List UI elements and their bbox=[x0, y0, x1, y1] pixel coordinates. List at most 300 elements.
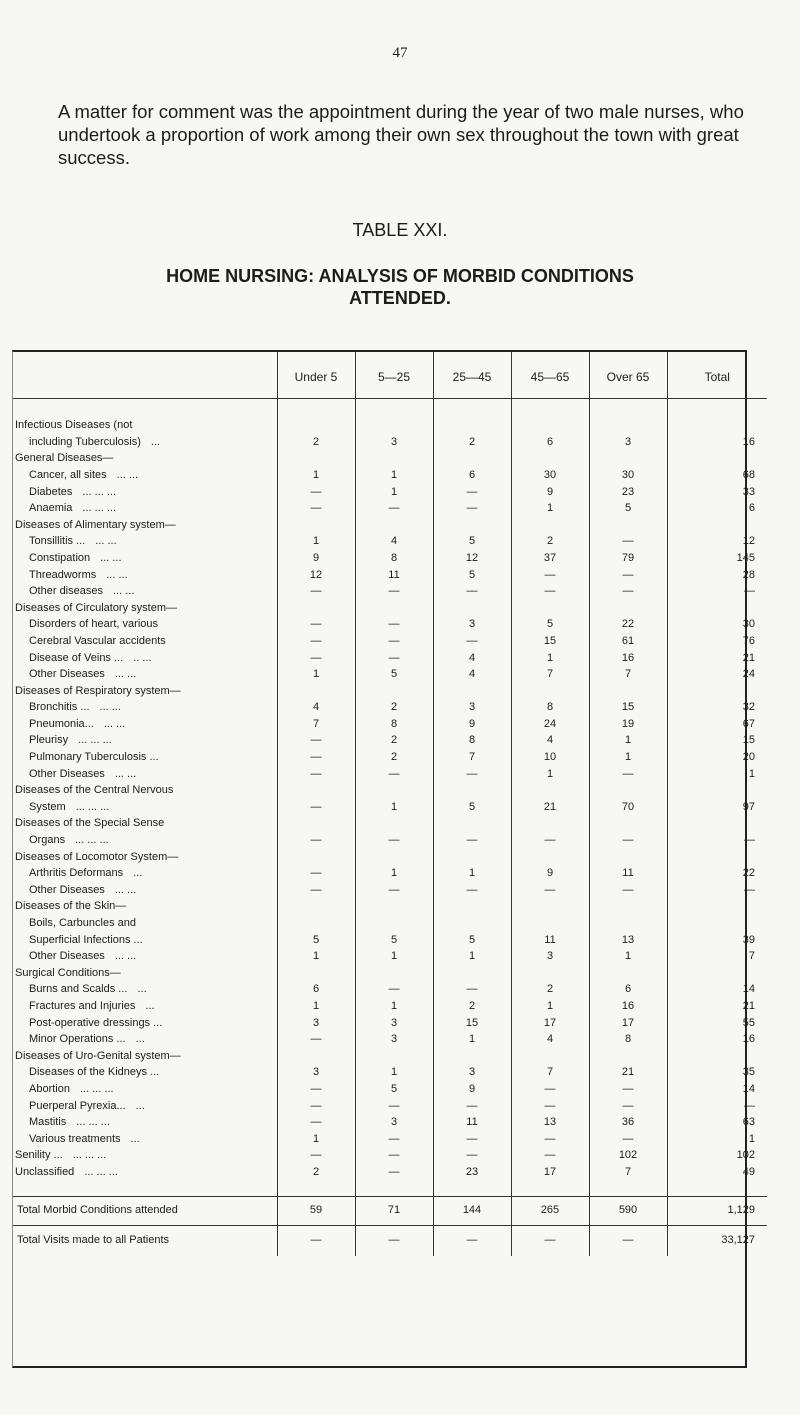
value-cell bbox=[355, 814, 433, 831]
table-row bbox=[13, 1030, 767, 1047]
value-cell: — bbox=[277, 747, 355, 764]
row-label-text: Cerebral Vascular accidents bbox=[29, 634, 166, 647]
row-label-text: Other Diseases bbox=[29, 950, 105, 963]
value-cell: 9 bbox=[433, 1079, 511, 1096]
value-cell: 7 bbox=[511, 1063, 589, 1080]
value-cell bbox=[433, 416, 511, 433]
value-cell: 6 bbox=[589, 980, 667, 997]
table-row bbox=[13, 996, 767, 1013]
value-cell: 102 bbox=[589, 1146, 667, 1163]
value-cell: 1 bbox=[355, 1063, 433, 1080]
column-header: Over 65 bbox=[589, 352, 667, 399]
row-label-text: Other Diseases bbox=[29, 883, 105, 896]
value-cell: 22 bbox=[589, 615, 667, 632]
value-cell: 19 bbox=[589, 714, 667, 731]
row-label bbox=[13, 515, 277, 532]
value-cell: 4 bbox=[277, 698, 355, 715]
value-cell bbox=[511, 781, 589, 798]
table-row bbox=[13, 1129, 767, 1146]
value-cell: 17 bbox=[589, 1013, 667, 1030]
value-cell: — bbox=[277, 648, 355, 665]
row-total-cell: 6 bbox=[667, 499, 767, 516]
value-cell: 10 bbox=[511, 747, 589, 764]
value-cell: 5 bbox=[433, 532, 511, 549]
value-cell: 1 bbox=[277, 996, 355, 1013]
value-cell: — bbox=[277, 830, 355, 847]
value-cell: 3 bbox=[433, 615, 511, 632]
row-total-cell: — bbox=[667, 880, 767, 897]
value-cell bbox=[433, 913, 511, 930]
row-label bbox=[13, 764, 277, 781]
value-cell bbox=[277, 1046, 355, 1063]
value-cell: 3 bbox=[355, 432, 433, 449]
section-heading-row bbox=[13, 598, 767, 615]
row-total-cell: 55 bbox=[667, 1013, 767, 1030]
value-cell: 2 bbox=[433, 996, 511, 1013]
section-heading-row bbox=[13, 781, 767, 798]
leader-dots: ... bbox=[137, 983, 147, 996]
value-cell bbox=[433, 847, 511, 864]
value-cell bbox=[511, 681, 589, 698]
row-total-cell: 67 bbox=[667, 714, 767, 731]
value-cell bbox=[433, 814, 511, 831]
value-cell: 5 bbox=[277, 930, 355, 947]
value-cell: 1 bbox=[277, 532, 355, 549]
value-cell bbox=[277, 847, 355, 864]
row-label bbox=[13, 913, 277, 930]
row-label-text: Threadworms bbox=[29, 568, 97, 581]
value-cell: 4 bbox=[433, 648, 511, 665]
value-cell: — bbox=[277, 797, 355, 814]
value-cell bbox=[511, 416, 589, 433]
row-total-cell: 39 bbox=[667, 930, 767, 947]
value-cell: 9 bbox=[511, 482, 589, 499]
visits-cell: 33,127 bbox=[667, 1225, 767, 1256]
value-cell bbox=[277, 515, 355, 532]
value-cell: — bbox=[589, 532, 667, 549]
value-cell bbox=[277, 416, 355, 433]
row-label bbox=[13, 648, 277, 665]
value-cell bbox=[355, 598, 433, 615]
row-label bbox=[13, 1030, 277, 1047]
value-cell bbox=[589, 515, 667, 532]
row-label-text: Diseases of Uro-Genital system— bbox=[15, 1049, 181, 1062]
value-cell: — bbox=[355, 1129, 433, 1146]
row-total-cell: 32 bbox=[667, 698, 767, 715]
row-total-cell: 49 bbox=[667, 1162, 767, 1179]
row-label bbox=[13, 963, 277, 980]
row-total-cell: 97 bbox=[667, 797, 767, 814]
value-cell: 4 bbox=[355, 532, 433, 549]
row-label bbox=[13, 681, 277, 698]
value-cell bbox=[355, 1046, 433, 1063]
value-cell: 8 bbox=[589, 1030, 667, 1047]
leader-dots: ... ... bbox=[100, 551, 122, 564]
leader-dots: ... ... ... bbox=[82, 485, 117, 498]
row-label-text: Cancer, all sites bbox=[29, 468, 107, 481]
row-label-text: System bbox=[29, 800, 66, 813]
row-label bbox=[13, 615, 277, 632]
header-label-cell bbox=[13, 352, 277, 399]
value-cell: — bbox=[433, 980, 511, 997]
table-row bbox=[13, 665, 767, 682]
value-cell bbox=[277, 897, 355, 914]
value-cell: 30 bbox=[511, 465, 589, 482]
row-total-cell: 1 bbox=[667, 764, 767, 781]
value-cell: 21 bbox=[511, 797, 589, 814]
table-row bbox=[13, 947, 767, 964]
value-cell bbox=[355, 781, 433, 798]
row-label-text: Other diseases bbox=[29, 585, 103, 598]
row-label-text: Disease of Veins ... bbox=[29, 651, 124, 664]
row-label bbox=[13, 565, 277, 582]
value-cell: 1 bbox=[511, 499, 589, 516]
row-label-text: Constipation bbox=[29, 551, 91, 564]
value-cell: 13 bbox=[511, 1113, 589, 1130]
row-total-cell bbox=[667, 814, 767, 831]
table-row bbox=[13, 648, 767, 665]
value-cell bbox=[433, 515, 511, 532]
value-cell: — bbox=[355, 880, 433, 897]
row-total-cell bbox=[667, 681, 767, 698]
row-total-cell: 14 bbox=[667, 1079, 767, 1096]
value-cell: — bbox=[511, 830, 589, 847]
row-total-cell: 30 bbox=[667, 615, 767, 632]
intro-paragraph: A matter for comment was the appointment during the year of two male nurses, who undertook a proportion of work among their own sex throughout the town with great success. bbox=[58, 101, 744, 168]
row-label bbox=[13, 897, 277, 914]
section-heading-row bbox=[13, 515, 767, 532]
section-heading-row bbox=[13, 963, 767, 980]
value-cell: 1 bbox=[355, 947, 433, 964]
table-title-line-1: HOME NURSING: ANALYSIS OF MORBID CONDITIONS bbox=[166, 266, 634, 286]
value-cell: 3 bbox=[277, 1063, 355, 1080]
value-cell: — bbox=[511, 1096, 589, 1113]
row-total-cell: 20 bbox=[667, 747, 767, 764]
table-row bbox=[13, 1013, 767, 1030]
leader-dots: ... ... bbox=[112, 585, 135, 598]
total-row bbox=[13, 1196, 767, 1225]
value-cell: — bbox=[589, 1129, 667, 1146]
value-cell: — bbox=[355, 648, 433, 665]
value-cell: 15 bbox=[433, 1013, 511, 1030]
value-cell: — bbox=[589, 1096, 667, 1113]
value-cell bbox=[589, 416, 667, 433]
value-cell: 2 bbox=[355, 698, 433, 715]
value-cell: — bbox=[277, 1030, 355, 1047]
section-heading-row bbox=[13, 1046, 767, 1063]
value-cell bbox=[433, 598, 511, 615]
value-cell: 1 bbox=[433, 947, 511, 964]
table-row bbox=[13, 1162, 767, 1179]
leader-dots: ... ... ... bbox=[84, 1165, 118, 1178]
value-cell bbox=[355, 913, 433, 930]
row-label bbox=[13, 980, 277, 997]
value-cell: 4 bbox=[511, 731, 589, 748]
total-cell: 59 bbox=[277, 1196, 355, 1225]
value-cell: — bbox=[277, 1146, 355, 1163]
value-cell bbox=[433, 449, 511, 466]
value-cell: — bbox=[511, 1129, 589, 1146]
visits-cell: — bbox=[433, 1225, 511, 1256]
value-cell: — bbox=[433, 764, 511, 781]
value-cell: 24 bbox=[511, 714, 589, 731]
row-label bbox=[13, 731, 277, 748]
value-cell: 1 bbox=[511, 648, 589, 665]
row-label bbox=[13, 1146, 277, 1163]
column-header: Total bbox=[667, 352, 767, 399]
row-label-text: Diseases of the Kidneys ... bbox=[29, 1066, 160, 1079]
row-label-text: Diseases of the Skin— bbox=[15, 900, 127, 913]
row-total-cell: 1 bbox=[667, 1129, 767, 1146]
row-label-text: Unclassified bbox=[15, 1165, 75, 1178]
table-row bbox=[13, 797, 767, 814]
table-row bbox=[13, 565, 767, 582]
row-total-cell: 15 bbox=[667, 731, 767, 748]
value-cell: — bbox=[277, 864, 355, 881]
value-cell: — bbox=[277, 1113, 355, 1130]
leader-dots: ... bbox=[145, 999, 155, 1012]
value-cell: 5 bbox=[355, 1079, 433, 1096]
value-cell: 8 bbox=[511, 698, 589, 715]
value-cell: 3 bbox=[355, 1113, 433, 1130]
value-cell bbox=[277, 598, 355, 615]
value-cell bbox=[277, 681, 355, 698]
value-cell: 37 bbox=[511, 548, 589, 565]
value-cell bbox=[277, 913, 355, 930]
row-label-text: Burns and Scalds ... bbox=[29, 983, 128, 996]
value-cell bbox=[511, 598, 589, 615]
value-cell: 7 bbox=[277, 714, 355, 731]
column-header: 45—65 bbox=[511, 352, 589, 399]
value-cell: 8 bbox=[355, 548, 433, 565]
value-cell bbox=[511, 515, 589, 532]
value-cell: — bbox=[589, 1079, 667, 1096]
value-cell: 6 bbox=[277, 980, 355, 997]
row-label-text: General Diseases— bbox=[15, 452, 114, 465]
section-heading-row bbox=[13, 814, 767, 831]
row-total-cell: 35 bbox=[667, 1063, 767, 1080]
value-cell bbox=[355, 681, 433, 698]
row-label-text: Superficial Infections ... bbox=[29, 933, 143, 946]
row-label bbox=[13, 499, 277, 516]
row-label-text: Other Diseases bbox=[29, 668, 105, 681]
row-total-cell: 16 bbox=[667, 1030, 767, 1047]
value-cell: — bbox=[355, 764, 433, 781]
value-cell bbox=[355, 449, 433, 466]
row-label-text: Diseases of the Special Sense bbox=[15, 817, 165, 830]
row-label bbox=[13, 714, 277, 731]
row-label-text: Puerperal Pyrexia... bbox=[29, 1099, 126, 1112]
value-cell bbox=[589, 781, 667, 798]
value-cell: — bbox=[277, 1096, 355, 1113]
value-cell: 1 bbox=[277, 465, 355, 482]
value-cell: — bbox=[433, 1096, 511, 1113]
value-cell: 1 bbox=[589, 731, 667, 748]
row-label-text: Other Diseases bbox=[29, 767, 105, 780]
row-total-cell bbox=[667, 1046, 767, 1063]
row-label bbox=[13, 582, 277, 599]
row-label bbox=[13, 1013, 277, 1030]
leader-dots: ... ... ... bbox=[75, 834, 109, 847]
value-cell: 5 bbox=[355, 665, 433, 682]
row-total-cell bbox=[667, 897, 767, 914]
spacer-row bbox=[13, 399, 767, 416]
value-cell: 11 bbox=[355, 565, 433, 582]
value-cell: — bbox=[355, 1162, 433, 1179]
leader-dots: ... ... bbox=[103, 717, 126, 730]
row-total-cell: 76 bbox=[667, 631, 767, 648]
value-cell: 12 bbox=[277, 565, 355, 582]
table-title bbox=[0, 265, 800, 309]
value-cell: 1 bbox=[589, 947, 667, 964]
total-cell: 590 bbox=[589, 1196, 667, 1225]
total-cell: 265 bbox=[511, 1196, 589, 1225]
value-cell: 5 bbox=[511, 615, 589, 632]
table-row bbox=[13, 698, 767, 715]
row-total-cell: — bbox=[667, 582, 767, 599]
table-row bbox=[13, 615, 767, 632]
table-row bbox=[13, 548, 767, 565]
row-label-text: Diseases of Circulatory system— bbox=[15, 601, 177, 614]
value-cell: — bbox=[589, 764, 667, 781]
value-cell: 1 bbox=[277, 947, 355, 964]
value-cell: 13 bbox=[589, 930, 667, 947]
table-row bbox=[13, 1096, 767, 1113]
value-cell: 7 bbox=[589, 1162, 667, 1179]
value-cell: 1 bbox=[355, 465, 433, 482]
total-cell: 144 bbox=[433, 1196, 511, 1225]
row-label bbox=[13, 947, 277, 964]
value-cell bbox=[589, 897, 667, 914]
row-label-text: Diseases of Alimentary system— bbox=[15, 518, 176, 531]
value-cell bbox=[511, 814, 589, 831]
leader-dots: ... ... ... bbox=[78, 734, 112, 747]
row-label-text: Arthritis Deformans bbox=[29, 867, 124, 880]
value-cell: 3 bbox=[277, 1013, 355, 1030]
leader-dots: ... bbox=[150, 435, 161, 448]
column-header: Under 5 bbox=[277, 352, 355, 399]
value-cell bbox=[433, 1046, 511, 1063]
row-label-text: Surgical Conditions— bbox=[15, 966, 121, 979]
row-label bbox=[13, 532, 277, 549]
value-cell: 1 bbox=[589, 747, 667, 764]
table-row bbox=[13, 432, 767, 449]
value-cell: 6 bbox=[433, 465, 511, 482]
value-cell bbox=[277, 781, 355, 798]
value-cell: — bbox=[433, 1129, 511, 1146]
value-cell bbox=[355, 847, 433, 864]
value-cell bbox=[277, 449, 355, 466]
value-cell bbox=[355, 963, 433, 980]
table-row bbox=[13, 864, 767, 881]
leader-dots: ... ... bbox=[99, 701, 121, 714]
table-row bbox=[13, 465, 767, 482]
value-cell: — bbox=[511, 880, 589, 897]
visits-cell: — bbox=[277, 1225, 355, 1256]
row-label-text: Abortion bbox=[29, 1082, 70, 1095]
row-total-cell bbox=[667, 781, 767, 798]
row-label-text: Diabetes bbox=[29, 485, 73, 498]
row-label bbox=[13, 416, 277, 433]
row-total-cell: 28 bbox=[667, 565, 767, 582]
row-label bbox=[13, 797, 277, 814]
value-cell: — bbox=[355, 499, 433, 516]
leader-dots: ... ... bbox=[114, 950, 137, 963]
row-total-cell: 22 bbox=[667, 864, 767, 881]
row-total-cell: 33 bbox=[667, 482, 767, 499]
value-cell: 12 bbox=[433, 548, 511, 565]
value-cell: 21 bbox=[589, 1063, 667, 1080]
value-cell: — bbox=[433, 482, 511, 499]
value-cell: 1 bbox=[277, 1129, 355, 1146]
table-row bbox=[13, 714, 767, 731]
row-label-text: Minor Operations ... bbox=[29, 1033, 126, 1046]
value-cell: — bbox=[511, 1079, 589, 1096]
value-cell bbox=[277, 814, 355, 831]
value-cell bbox=[589, 814, 667, 831]
table-number: TABLE XXI. bbox=[352, 220, 448, 240]
value-cell: 2 bbox=[511, 532, 589, 549]
row-label bbox=[13, 465, 277, 482]
row-label-text: Boils, Carbuncles and bbox=[29, 917, 137, 929]
value-cell: 15 bbox=[589, 698, 667, 715]
table-title-line-2: ATTENDED. bbox=[349, 288, 451, 308]
visits-cell: — bbox=[511, 1225, 589, 1256]
value-cell: 36 bbox=[589, 1113, 667, 1130]
value-cell: 16 bbox=[589, 996, 667, 1013]
table-row bbox=[13, 830, 767, 847]
value-cell: 5 bbox=[433, 565, 511, 582]
row-label bbox=[13, 1113, 277, 1130]
column-header: 5—25 bbox=[355, 352, 433, 399]
row-label bbox=[13, 1063, 277, 1080]
value-cell: 11 bbox=[511, 930, 589, 947]
value-cell: 2 bbox=[355, 731, 433, 748]
value-cell: 3 bbox=[511, 947, 589, 964]
value-cell bbox=[589, 913, 667, 930]
row-label bbox=[13, 930, 277, 947]
row-label-text: Pleurisy bbox=[29, 734, 69, 747]
value-cell: 11 bbox=[589, 864, 667, 881]
value-cell bbox=[589, 1046, 667, 1063]
row-label bbox=[13, 880, 277, 897]
value-cell: — bbox=[511, 582, 589, 599]
row-label-text: Diseases of the Central Nervous bbox=[15, 784, 174, 797]
row-label-text: Fractures and Injuries bbox=[29, 999, 136, 1012]
leader-dots: ... bbox=[135, 1033, 145, 1046]
row-label-text: including Tuberculosis) bbox=[29, 435, 141, 448]
row-label bbox=[13, 698, 277, 715]
visits-cell: — bbox=[355, 1225, 433, 1256]
value-cell: — bbox=[433, 830, 511, 847]
row-total-cell: 7 bbox=[667, 947, 767, 964]
row-label-text: Diseases of Locomotor System— bbox=[15, 850, 179, 863]
value-cell bbox=[355, 416, 433, 433]
section-heading-row bbox=[13, 416, 767, 433]
value-cell: 8 bbox=[433, 731, 511, 748]
value-cell: — bbox=[355, 582, 433, 599]
row-label bbox=[13, 1129, 277, 1146]
row-label-text: Bronchitis ... bbox=[29, 701, 90, 714]
row-total-cell: 68 bbox=[667, 465, 767, 482]
value-cell: — bbox=[589, 565, 667, 582]
table-row bbox=[13, 764, 767, 781]
value-cell: 5 bbox=[433, 797, 511, 814]
value-cell: 7 bbox=[589, 665, 667, 682]
value-cell: 7 bbox=[433, 747, 511, 764]
morbid-conditions-table bbox=[13, 352, 767, 1256]
row-label bbox=[13, 1096, 277, 1113]
